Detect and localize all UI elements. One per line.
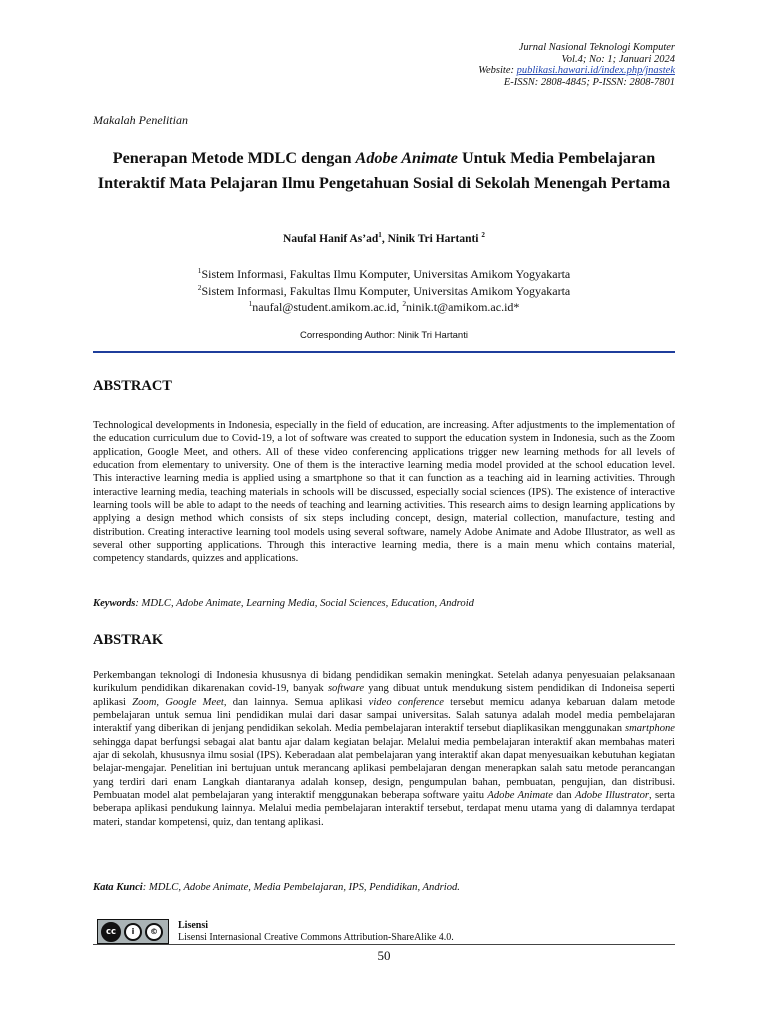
- keywords-text: : MDLC, Adobe Animate, Learning Media, Social Sciences, Education, Android: [135, 598, 474, 609]
- abstrak-italic: Adobe Illustrator: [574, 790, 649, 802]
- abstrak-seg: , serta beberapa aplikasi pendukung lainnya. Melalui media pembelajaran interaktif tersebut, terdapat menu utama yang di dalamnya terdapat materi, standar kompetensi, quiz, dan tentang aplikasi.: [93, 790, 676, 828]
- abstrak-keywords: [93, 882, 675, 893]
- aff2-sup: 2: [197, 282, 202, 292]
- abstrak-seg: tersebut memicu adanya kebaruan dalam metode pembelajaran untuk semua lini pendidikan mulai dari dasar sampai universitas. Salah satunya adalah model media pembelajaran interaktif yang diberikan di jenjang pendidikan sekolah. Media pembelajaran interaktif tersebut diaplikasikan menggunakan: [93, 696, 675, 735]
- license-block: [178, 920, 454, 944]
- attribution-icon: i: [124, 923, 142, 941]
- journal-header: [478, 42, 675, 88]
- email2-sup: 2: [402, 299, 407, 308]
- corresponding-author: Corresponding Author: Ninik Tri Hartanti: [300, 330, 468, 341]
- affiliations: [93, 266, 675, 316]
- email1-sup: 1: [248, 299, 253, 308]
- header-divider: [93, 351, 675, 353]
- license-text: Lisensi Internasional Creative Commons Attribution-ShareAlike 4.0.: [178, 932, 454, 943]
- affiliation-1: [93, 266, 675, 283]
- title-part1: Penerapan Metode MDLC dengan: [112, 149, 356, 167]
- abstrak-seg: , dan lainnya. Semua aplikasi: [223, 696, 369, 708]
- abstrak-italic: Zoom, Google Meet: [132, 696, 224, 708]
- page-number: 50: [377, 948, 391, 963]
- keywords-label: Keywords: [93, 598, 136, 609]
- title-italic: Adobe Animate: [355, 149, 458, 167]
- email-2[interactable]: ninik.t@amikom.ac.id*: [406, 300, 520, 314]
- abstrak-seg: yang dibuat untuk mendukung sistem pendidikan di Indoneisa seperti aplikasi: [93, 683, 675, 708]
- journal-name: Jurnal Nasional Teknologi Komputer: [518, 42, 675, 53]
- author-2-sup: 2: [481, 231, 485, 240]
- abstract-text: Technological developments in Indonesia, especially in the field of education, are increasing. After adjustments to the implementation of the education curriculum due to Covid-19, a lot of software was created to support the education system in Indonesia, such as the Zoom application, Google Meet, and others. All of these video conferencing applications trigger new learning methods for all levels of education from elementary to university. One of them is the interactive learning media model provided at the school education level. This interactive learning media is applied using a smartphone so that it can function as a teaching aid in learning activities. Through interactive learning media, teaching materials in schools will be discussed, especially social sciences (IPS). The existence of interactive learning tools will be able to adapt to the needs of teaching and learning activities. This research aims to design learning applications by applying a design method which consists of six steps including concept, design, material collection, manufacture, testing and distribution. Creating interactive learning tool models using several software, namely Adobe Animate and Adobe Illustrator, as well as several other supporting applications. Through this interactive learning media, there is a main menu which contains material, competency standards, quizzes and applications.: [93, 420, 675, 565]
- sharealike-icon: ©: [145, 923, 163, 941]
- email-1[interactable]: naufal@student.amikom.ac.id,: [252, 300, 403, 314]
- abstrak-italic: video conference: [368, 696, 444, 708]
- abstrak-italic: Adobe Animate: [487, 790, 553, 802]
- journal-website: [478, 65, 675, 77]
- abstrak-heading: ABSTRAK: [93, 632, 164, 648]
- cc-icon: cc: [101, 922, 121, 942]
- kata-kunci-label: Kata Kunci: [93, 882, 143, 893]
- license-title: Lisensi: [178, 920, 209, 931]
- aff1-text: Sistem Informasi, Fakultas Ilmu Komputer, Universitas Amikom Yogyakarta: [201, 267, 571, 281]
- author-1-sup: 1: [378, 231, 382, 240]
- website-label: Website:: [478, 65, 517, 76]
- abstrak-italic: software: [327, 683, 365, 695]
- author-sep: ,: [381, 233, 388, 245]
- abstrak-seg: dan: [552, 790, 575, 802]
- title-part2: Untuk Media Pembelajaran Interaktif Mata Pelajaran Ilmu Pengetahuan Sosial di Sekolah Menengah Pertama: [97, 149, 671, 192]
- aff2-text: Sistem Informasi, Fakultas Ilmu Komputer, Universitas Amikom Yogyakarta: [201, 283, 571, 298]
- affiliation-2: [93, 283, 675, 300]
- abstrak-italic: smartphone: [624, 723, 675, 735]
- emails: [93, 299, 675, 316]
- author-2: Ninik Tri Hartanti: [387, 233, 482, 245]
- website-link[interactable]: publikasi.hawari.id/index.php/jnastek: [516, 65, 675, 76]
- footer-divider: [93, 944, 675, 945]
- abstract-keywords: [93, 598, 675, 609]
- journal-issn: E-ISSN: 2808-4845; P-ISSN: 2808-7801: [503, 76, 675, 88]
- article-type: Makalah Penelitian: [93, 113, 188, 127]
- abstrak-text: [93, 669, 675, 829]
- aff1-sup: 1: [197, 266, 202, 275]
- author-1: Naufal Hanif As’ad: [283, 233, 379, 245]
- journal-volume: Vol.4; No: 1; Januari 2024: [561, 53, 675, 65]
- author-list: [93, 233, 675, 245]
- abstrak-seg: Perkembangan teknologi di Indonesia khususnya di bidang pendidikan semakin meningkat. Setelah adanya penyesuaian pelaksanaan kurikulum pendidikan dikarenakan covid-19, banyak: [93, 670, 675, 695]
- abstract-heading: ABSTRACT: [93, 378, 172, 394]
- kata-kunci-text: : MDLC, Adobe Animate, Media Pembelajaran, IPS, Pendidikan, Andriod.: [142, 882, 460, 893]
- paper-title: [93, 146, 675, 195]
- creative-commons-badge[interactable]: [97, 919, 169, 944]
- abstrak-seg: sehingga dapat berfungsi sebagai alat bantu ajar dalam kegiatan belajar. Melalui media pembelajaran interaktif akan membahas materi ajar di sekolah, khususnya ilmu sosial (IPS). Keberadaan alat pembelajaran yang interaktif akan dapat menyesuaikan kebutuhan kegiatan belajar-mengajar. Penelitian ini bertujuan untuk merancang aplikasi pembelajaran dengan menerapkan salah satu metode perancangan yang terdiri dari enam Langkah diantaranya adalah konsep, design, pengumpulan bahan, pembuatan, pengujian, dan distribusi. Pembuatan model alat pembelajaran yang interaktif menggunakan beberapa software yaitu: [93, 736, 675, 802]
